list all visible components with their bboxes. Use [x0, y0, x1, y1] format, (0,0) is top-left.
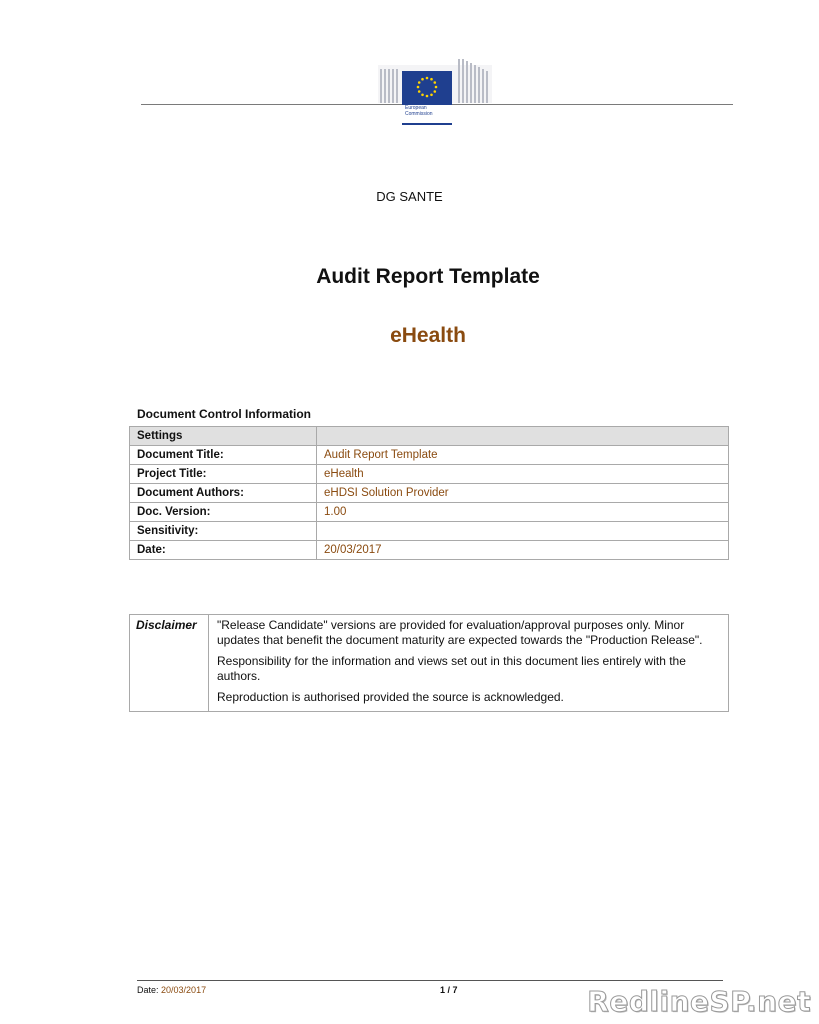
disclaimer-paragraph: "Release Candidate" versions are provided for evaluation/approval purposes only. Minor updates that benefit the document maturity are expected towards the "Production Release". [217, 618, 703, 647]
disclaimer-text [209, 615, 729, 712]
row-value: eHDSI Solution Provider [317, 484, 729, 503]
table-header-row [130, 427, 729, 446]
row-label: Doc. Version: [130, 503, 317, 522]
footer-page-number: 1 / 7 [440, 985, 458, 995]
disclaimer-label: Disclaimer [130, 615, 209, 712]
control-info-table [129, 426, 729, 560]
row-label: Sensitivity: [130, 522, 317, 541]
department-name: DG SANTE [376, 189, 443, 204]
table-row [130, 465, 729, 484]
table-header-empty [317, 427, 729, 446]
row-value: 20/03/2017 [317, 541, 729, 560]
table-header-label: Settings [130, 427, 317, 446]
footer-date-label: Date: [137, 985, 159, 995]
table-row [130, 503, 729, 522]
row-value: eHealth [317, 465, 729, 484]
document-subtitle: eHealth [390, 324, 466, 347]
logo-graphic [378, 57, 492, 127]
row-label: Date: [130, 541, 317, 560]
row-label: Document Authors: [130, 484, 317, 503]
row-label: Document Title: [130, 446, 317, 465]
row-value: Audit Report Template [317, 446, 729, 465]
watermark: RedlineSP.net [587, 985, 811, 1018]
control-info-heading: Document Control Information [137, 407, 311, 421]
disclaimer-row [130, 615, 729, 712]
document-title: Audit Report Template [316, 265, 540, 288]
european-commission-logo [378, 57, 492, 127]
footer-date [137, 985, 206, 995]
table-row [130, 522, 729, 541]
table-row [130, 541, 729, 560]
table-row [130, 446, 729, 465]
logo-text: European Commission [405, 105, 433, 117]
disclaimer-paragraph: Reproduction is authorised provided the source is acknowledged. [217, 690, 564, 704]
disclaimer-paragraph: Responsibility for the information and views set out in this document lies entirely with the authors. [217, 654, 686, 683]
disclaimer-table [129, 614, 729, 712]
footer-date-value: 20/03/2017 [161, 985, 207, 995]
row-value [317, 522, 729, 541]
footer-rule [137, 980, 723, 981]
table-row [130, 484, 729, 503]
row-value: 1.00 [317, 503, 729, 522]
row-label: Project Title: [130, 465, 317, 484]
